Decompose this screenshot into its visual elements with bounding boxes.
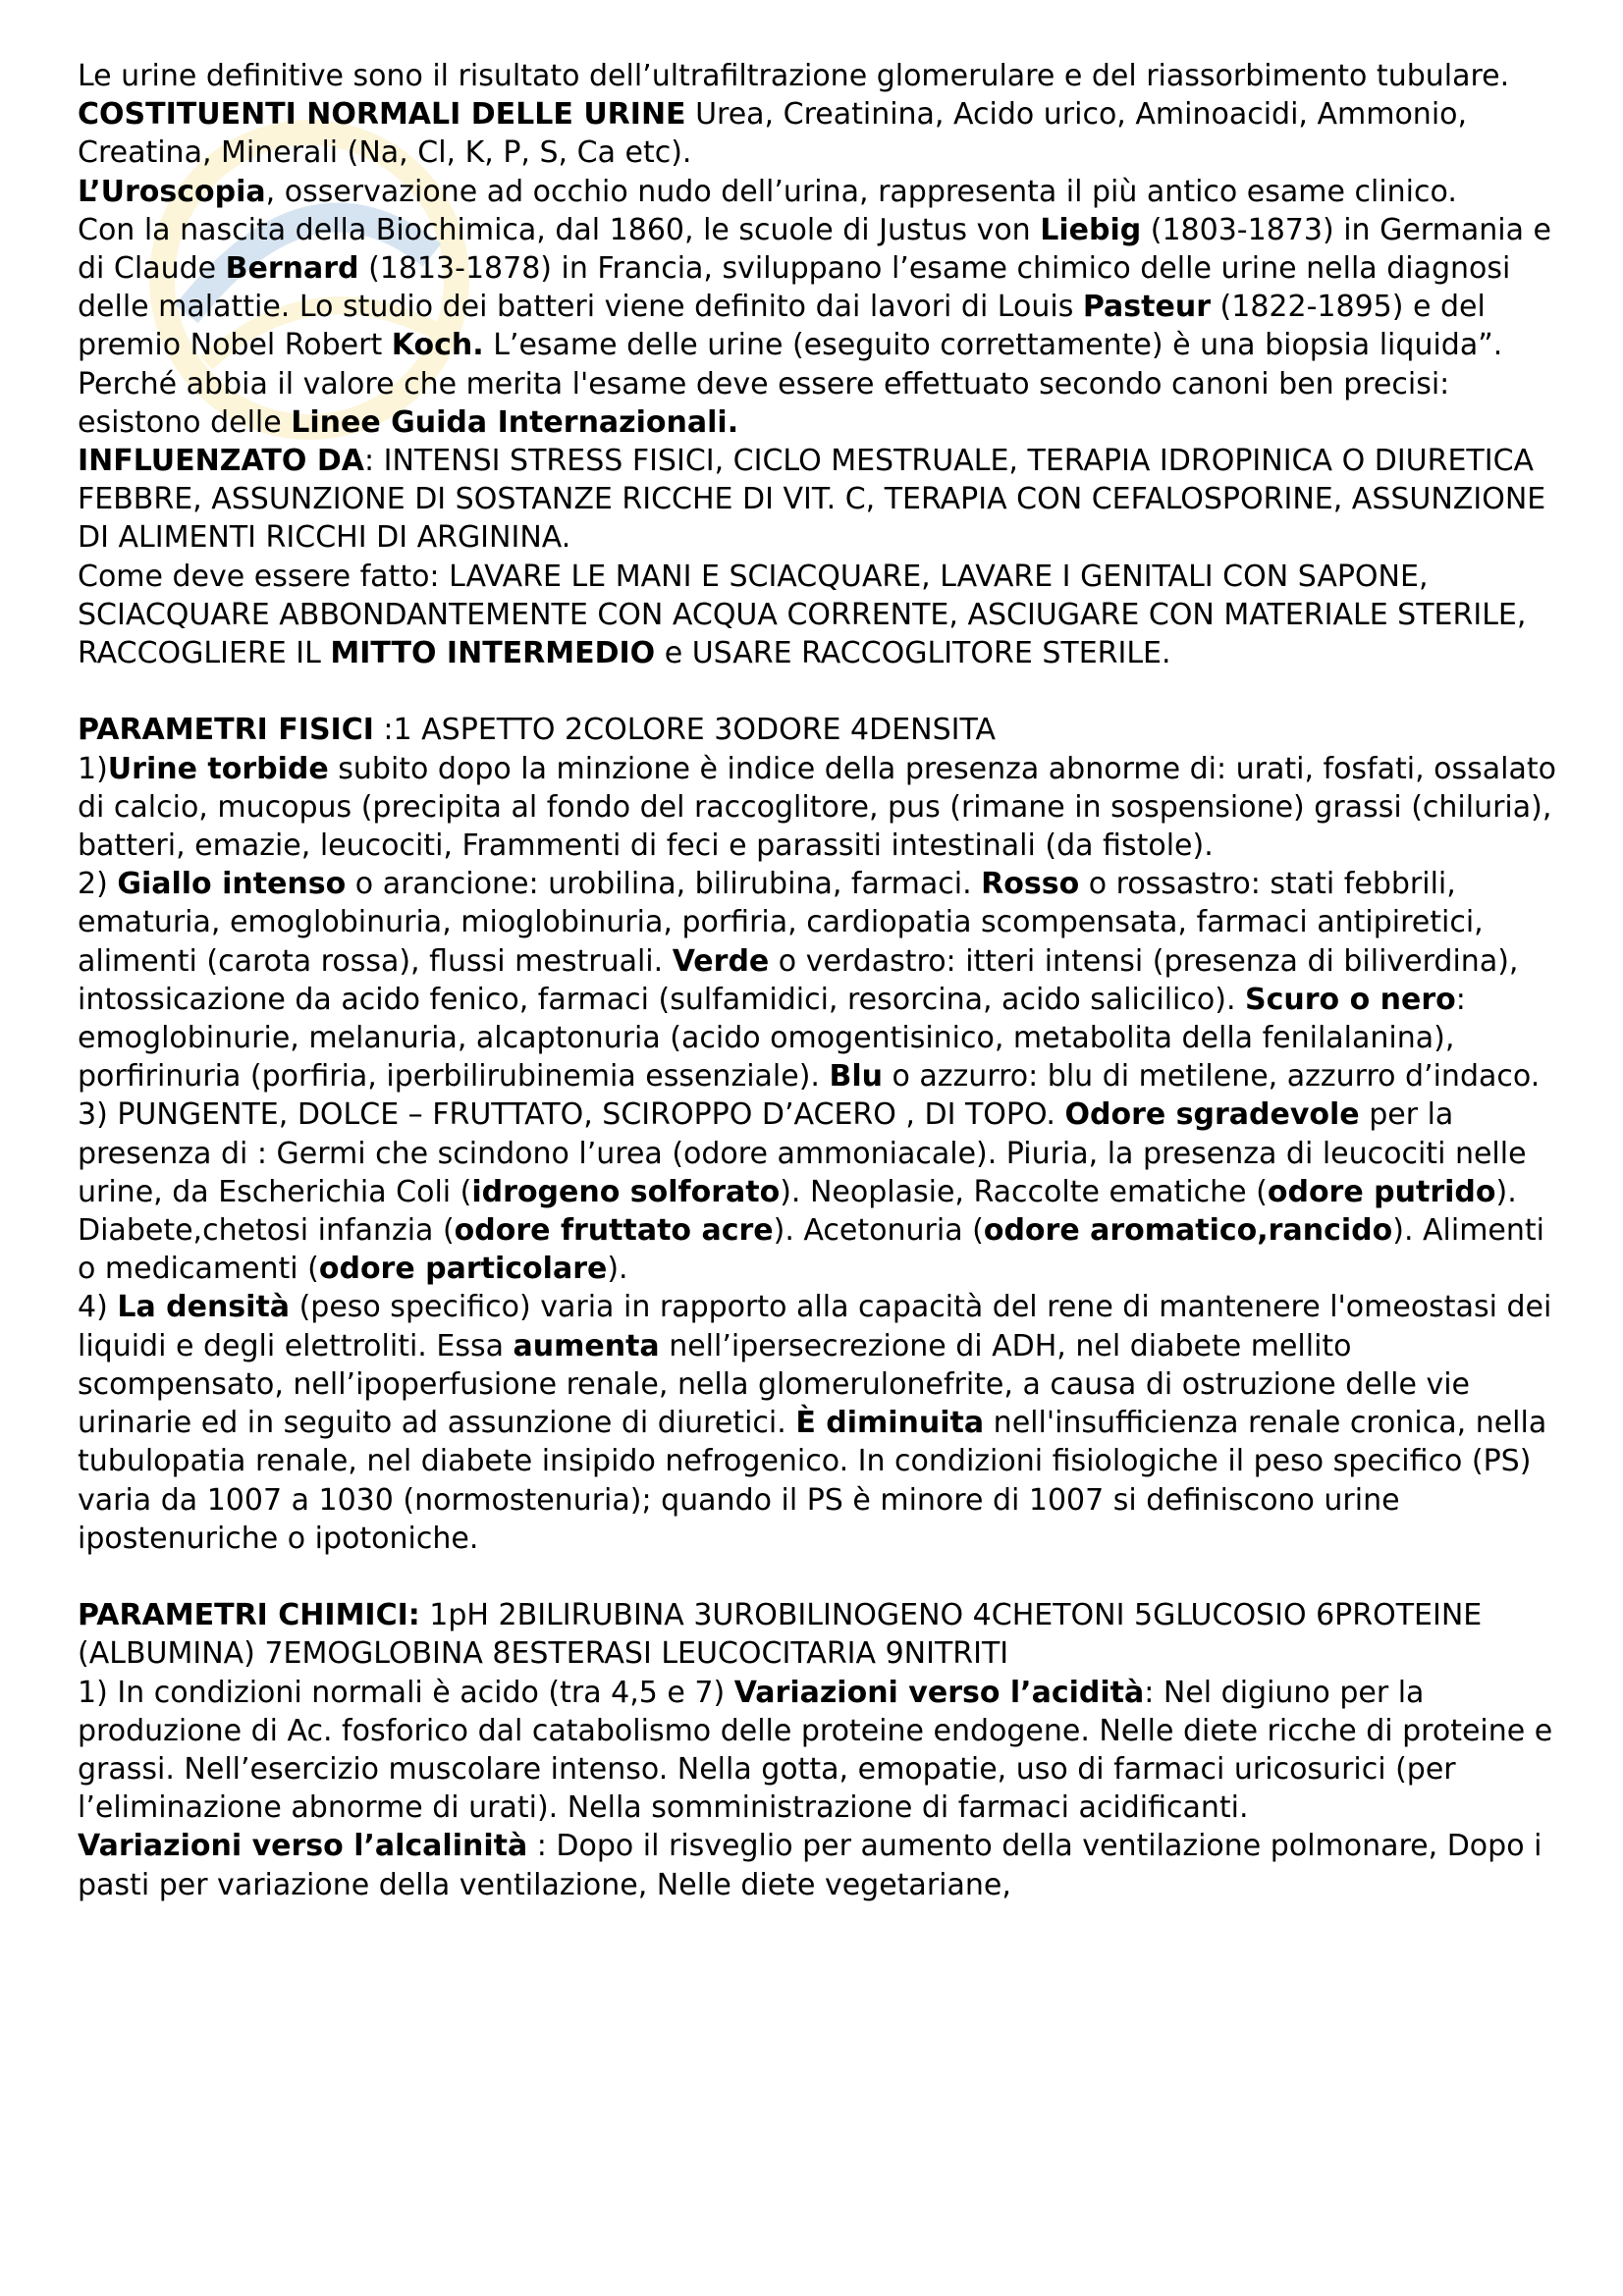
- bold-text-run: L’Uroscopia: [78, 174, 266, 209]
- text-run: 2): [78, 867, 118, 902]
- bold-text-run: Variazioni verso l’acidità: [733, 1675, 1145, 1710]
- text-run: ). Alimenti o medicamenti (: [78, 1213, 1544, 1287]
- text-run: : Nel digiuno per la produzione di Ac. fosforico dal catabolismo delle proteine endogene. Nelle diete ricche di proteine e grassi. Nell’esercizio muscolare intenso. Nella gotta, emopatie, uso di farmaci uricosurici (per l’eliminazione abnorme di urati). Nella somministrazione di farmaci acidificanti.: [78, 1675, 1553, 1826]
- bold-text-run: Blu: [829, 1059, 883, 1095]
- text-run: (1813-1878) in Francia, sviluppano l’esame chimico delle urine nella diagnosi delle malattie. Lo studio dei batteri viene definito dai lavori di Louis: [78, 251, 1511, 325]
- bold-text-run: Verde: [672, 943, 770, 979]
- paragraph: [78, 1827, 1560, 1903]
- text-run: (1803-1873) in Germania e di Claude: [78, 212, 1551, 287]
- bold-text-run: Odore sgradevole: [1064, 1097, 1360, 1133]
- text-run: Le urine definitive sono il risultato dell’ultrafiltrazione glomerulare e del riassorbimento tubulare.: [78, 59, 1510, 93]
- text-run: 1) In condizioni normali è acido (tra 4,5 e 7): [78, 1675, 734, 1710]
- bold-text-run: aumenta: [513, 1328, 660, 1363]
- bold-text-run: odore particolare: [318, 1252, 608, 1287]
- bold-text-run: INFLUENZATO DA: [78, 444, 364, 479]
- paragraph: [78, 1596, 1560, 1673]
- paragraph: [78, 1095, 1560, 1288]
- bold-text-run: Scuro o nero: [1245, 982, 1456, 1017]
- text-run: 4): [78, 1290, 118, 1325]
- text-run: 3) PUNGENTE, DOLCE – FRUTTATO, SCIROPPO D’ACERO , DI TOPO.: [78, 1097, 1065, 1133]
- text-run: Come deve essere fatto: LAVARE LE MANI E SCIACQUARE, LAVARE I GENITALI CON SAPONE, SCIACQUARE ABBONDANTEMENTE CON ACQUA CORRENTE, ASCIUGARE CON MATERIALE STERILE, RACCOGLIERE IL: [78, 559, 1527, 671]
- paragraph: [78, 865, 1560, 1095]
- text-run: Urea, Creatinina, Acido urico, Aminoacidi, Ammonio, Creatina, Minerali (Na, Cl, K, P, S, Ca etc).: [78, 97, 1468, 171]
- bold-text-run: Linee Guida Internazionali.: [291, 404, 739, 440]
- text-run: , osservazione ad occhio nudo dell’urina, rappresenta il più antico esame clinico.: [265, 174, 1457, 209]
- paragraph: [78, 211, 1560, 442]
- paragraph: [78, 1288, 1560, 1557]
- text-run: nell’ipersecrezione di ADH, nel diabete mellito scompensato, nell’ipoperfusione renale, nella glomerulonefrite, a causa di ostruzione delle vie urinarie ed in seguito ad assunzione di diuretici.: [78, 1328, 1470, 1441]
- bold-text-run: MITTO INTERMEDIO: [330, 636, 656, 671]
- text-run: e USARE RACCOGLITORE STERILE.: [655, 636, 1171, 671]
- bold-text-run: odore aromatico,rancido: [983, 1213, 1393, 1249]
- text-run: (1822-1895) e del premio Nobel Robert: [78, 290, 1486, 363]
- text-run: per la presenza di : Germi che scindono l’urea (odore ammoniacale). Piuria, la presenza di leucociti nelle urine, da Escherichia Coli (: [78, 1097, 1527, 1209]
- bold-text-run: Bernard: [225, 251, 359, 287]
- text-run: o azzurro: blu di metilene, azzurro d’indaco.: [883, 1059, 1541, 1095]
- paragraph: [78, 1674, 1560, 1828]
- bold-text-run: COSTITUENTI NORMALI DELLE URINE: [78, 97, 686, 133]
- bold-text-run: odore putrido: [1267, 1174, 1496, 1209]
- text-run: ). Neoplasie, Raccolte ematiche (: [780, 1174, 1268, 1209]
- text-run: : Dopo il risveglio per aumento della ventilazione polmonare, Dopo i pasti per variazione della ventilazione, Nelle diete vegetariane,: [78, 1829, 1542, 1902]
- bold-text-run: odore fruttato acre: [454, 1213, 774, 1249]
- text-run: : emoglobinurie, melanuria, alcaptonuria (acido omogentisinico, metabolita della fenilalanina), porfirinuria (porfiria, iperbilirubinemia essenziale).: [78, 982, 1466, 1095]
- paragraph: [78, 750, 1560, 866]
- text-run: ). Acetonuria (: [773, 1213, 984, 1249]
- text-run: : INTENSI STRESS FISICI, CICLO MESTRUALE, TERAPIA IDROPINICA O DIURETICA FEBBRE, ASSUNZIONE DI SOSTANZE RICCHE DI VIT. C, TERAPIA CON CEFALOSPORINE, ASSUNZIONE DI ALIMENTI RICCHI DI ARGININA.: [78, 444, 1546, 556]
- bold-text-run: Giallo intenso: [117, 867, 347, 902]
- bold-text-run: Liebig: [1040, 212, 1142, 247]
- bold-text-run: PARAMETRI FISICI: [78, 713, 374, 748]
- document-body: [78, 57, 1560, 1904]
- bold-text-run: La densità: [117, 1290, 291, 1325]
- paragraph: [78, 173, 1560, 211]
- bold-text-run: Variazioni verso l’alcalinità: [78, 1829, 528, 1864]
- text-run: (peso specifico) varia in rapporto alla capacità del rene di mantenere l'omeostasi dei liquidi e degli elettroliti. Essa: [78, 1290, 1552, 1363]
- text-run: subito dopo la minzione è indice della presenza abnorme di: urati, fosfati, ossalato di calcio, mucopus (precipita al fondo del raccoglitore, pus (rimane in sospensione) grassi (chiluria), batteri, emazie, leucociti, Frammenti di feci e parassiti intestinali (da fistole).: [78, 751, 1557, 864]
- bold-text-run: È diminuita: [795, 1406, 985, 1441]
- bold-text-run: Pasteur: [1082, 290, 1211, 325]
- text-run: o verdastro: itteri intensi (presenza di biliverdina), intossicazione da acido fenico, farmaci (sulfamidici, resorcina, acido salicilico).: [78, 943, 1519, 1017]
- bold-text-run: Koch.: [391, 328, 484, 363]
- bold-text-run: Rosso: [981, 867, 1080, 902]
- text-run: ). Diabete,chetosi infanzia (: [78, 1174, 1517, 1249]
- paragraph: [78, 442, 1560, 558]
- text-run: ).: [607, 1252, 628, 1287]
- paragraph: [78, 711, 1560, 749]
- paragraph: [78, 558, 1560, 673]
- paragraph: [78, 57, 1560, 173]
- bold-text-run: idrogeno solforato: [471, 1174, 781, 1209]
- text-run: 1): [78, 751, 108, 786]
- text-run: Con la nascita della Biochimica, dal 1860, le scuole di Justus von: [78, 212, 1041, 247]
- text-run: :1 ASPETTO 2COLORE 3ODORE 4DENSITA: [373, 713, 997, 748]
- bold-text-run: Urine torbide: [107, 751, 329, 786]
- text-run: o arancione: urobilina, bilirubina, farmaci.: [346, 867, 982, 902]
- bold-text-run: PARAMETRI CHIMICI:: [78, 1598, 420, 1633]
- text-run: o rossastro: stati febbrili, ematuria, emoglobinuria, mioglobinuria, porfiria, cardiopatia scompensata, farmaci antipiretici, alimenti (carota rossa), flussi mestruali.: [78, 867, 1484, 979]
- text-run: L’esame delle urine (eseguito correttamente) è una biopsia liquida”. Perché abbia il valore che merita l'esame deve essere effettuato secondo canoni ben precisi: esistono delle: [78, 328, 1503, 440]
- text-run: nell'insufficienza renale cronica, nella tubulopatia renale, nel diabete insipido nefrogenico. In condizioni fisiologiche il peso specifico (PS) varia da 1007 a 1030 (normostenuria); quando il PS è minore di 1007 si definiscono urine ipostenuriche o ipotoniche.: [78, 1406, 1547, 1556]
- text-run: 1pH 2BILIRUBINA 3UROBILINOGENO 4CHETONI 5GLUCOSIO 6PROTEINE (ALBUMINA) 7EMOGLOBINA 8ESTERASI LEUCOCITARIA 9NITRITI: [78, 1598, 1483, 1672]
